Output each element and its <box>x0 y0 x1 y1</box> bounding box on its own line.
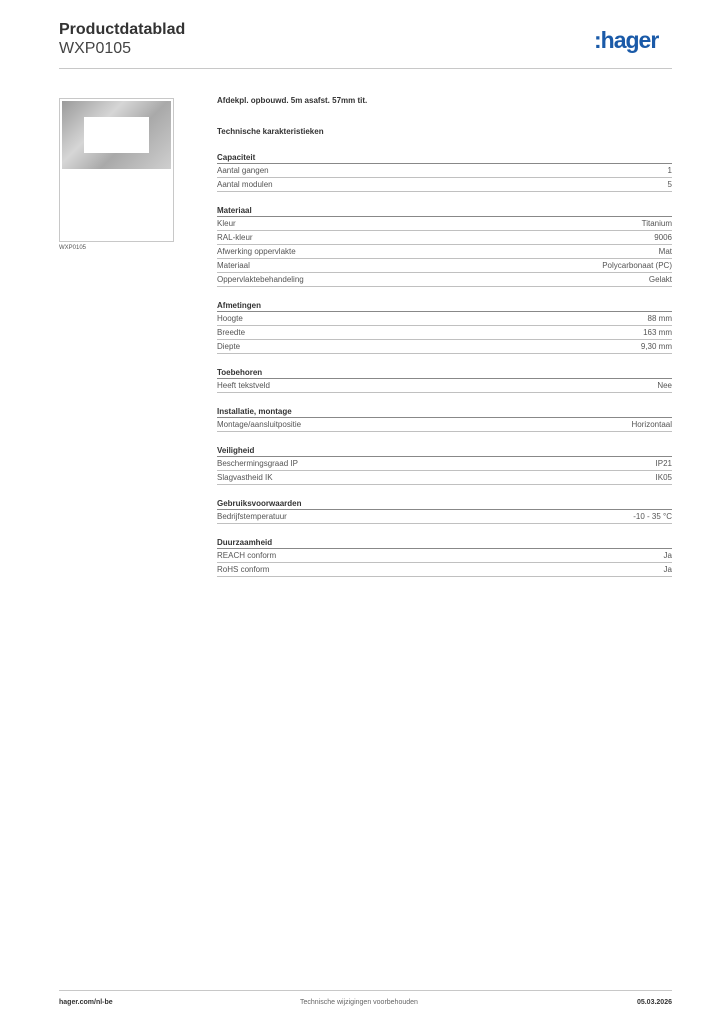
spec-label: Breedte <box>217 328 246 337</box>
spec-label: Aantal gangen <box>217 166 269 175</box>
spec-section <box>217 153 672 192</box>
product-code: WXP0105 <box>59 40 132 57</box>
spec-value: Gelakt <box>648 275 672 284</box>
section-title: Afmetingen <box>217 301 672 312</box>
spec-value: -10 - 35 °C <box>633 512 672 521</box>
spec-section <box>217 407 672 432</box>
section-title: Capaciteit <box>217 153 672 164</box>
spec-label: Hoogte <box>217 314 243 323</box>
product-details <box>217 96 672 577</box>
footer-divider <box>59 990 672 991</box>
footer-date: 05.03.2026 <box>636 999 672 1006</box>
spec-label: Bedrijfstemperatuur <box>217 512 287 521</box>
spec-label: Heeft tekstveld <box>217 381 270 390</box>
spec-value: 9,30 mm <box>640 342 672 351</box>
footer-website-link[interactable]: hager.com/nl-be <box>59 999 113 1006</box>
spec-label: REACH conform <box>217 551 277 560</box>
spec-value: Polycarbonaat (PC) <box>602 261 672 270</box>
logo-text: hager <box>600 27 659 53</box>
spec-section <box>217 206 672 287</box>
spec-row <box>217 273 672 287</box>
hager-logo[interactable] <box>594 27 658 54</box>
spec-label: Montage/aansluitpositie <box>217 420 302 429</box>
spec-label: Kleur <box>217 219 236 228</box>
spec-row <box>217 178 672 192</box>
footer-disclaimer: Technische wijzigingen voorbehouden <box>300 999 418 1006</box>
spec-row <box>217 259 672 273</box>
spec-value: Nee <box>657 381 672 390</box>
spec-value: 5 <box>667 180 672 189</box>
spec-row <box>217 549 672 563</box>
product-name: Afdekpl. opbouwd. 5m asafst. 57mm tit. <box>217 96 368 105</box>
spec-section <box>217 368 672 393</box>
product-image <box>62 101 171 169</box>
section-title: Gebruiksvoorwaarden <box>217 499 672 510</box>
section-title: Veiligheid <box>217 446 672 457</box>
spec-row <box>217 471 672 485</box>
page-title: Productdatablad <box>59 21 186 38</box>
spec-row <box>217 340 672 354</box>
spec-value: Ja <box>663 565 672 574</box>
spec-row <box>217 231 672 245</box>
spec-value: IP21 <box>655 459 672 468</box>
spec-label: Materiaal <box>217 261 250 270</box>
spec-section <box>217 446 672 485</box>
spec-row <box>217 510 672 524</box>
header-divider <box>59 68 672 69</box>
plate-window <box>84 117 149 153</box>
tech-heading: Technische karakteristieken <box>217 127 324 136</box>
spec-value: 1 <box>667 166 672 175</box>
spec-label: Aantal modulen <box>217 180 273 189</box>
spec-label: Diepte <box>217 342 241 351</box>
spec-value: Titanium <box>641 219 672 228</box>
section-title: Materiaal <box>217 206 672 217</box>
spec-value: Horizontaal <box>631 420 672 429</box>
spec-section <box>217 538 672 577</box>
section-title: Toebehoren <box>217 368 672 379</box>
spec-row <box>217 164 672 178</box>
spec-row <box>217 326 672 340</box>
spec-value: 88 mm <box>647 314 672 323</box>
spec-value: Ja <box>663 551 672 560</box>
spec-label: Slagvastheid IK <box>217 473 273 482</box>
product-image-caption: WXP0105 <box>59 245 87 251</box>
spec-section <box>217 301 672 354</box>
spec-row <box>217 312 672 326</box>
spec-label: Oppervlaktebehandeling <box>217 275 304 284</box>
spec-value: IK05 <box>655 473 672 482</box>
spec-sections <box>217 153 672 577</box>
spec-row <box>217 418 672 432</box>
spec-value: 9006 <box>654 233 672 242</box>
spec-value: 163 mm <box>643 328 672 337</box>
spec-row <box>217 245 672 259</box>
spec-value: Mat <box>658 247 672 256</box>
spec-row <box>217 217 672 231</box>
spec-label: Afwerking oppervlakte <box>217 247 296 256</box>
spec-label: RAL-kleur <box>217 233 253 242</box>
spec-row <box>217 563 672 577</box>
section-title: Duurzaamheid <box>217 538 672 549</box>
spec-label: RoHS conform <box>217 565 270 574</box>
logo-prefix: : <box>594 27 601 53</box>
section-title: Installatie, montage <box>217 407 672 418</box>
spec-row <box>217 379 672 393</box>
spec-label: Beschermingsgraad IP <box>217 459 298 468</box>
spec-row <box>217 457 672 471</box>
spec-section <box>217 499 672 524</box>
product-image-frame <box>59 98 174 242</box>
